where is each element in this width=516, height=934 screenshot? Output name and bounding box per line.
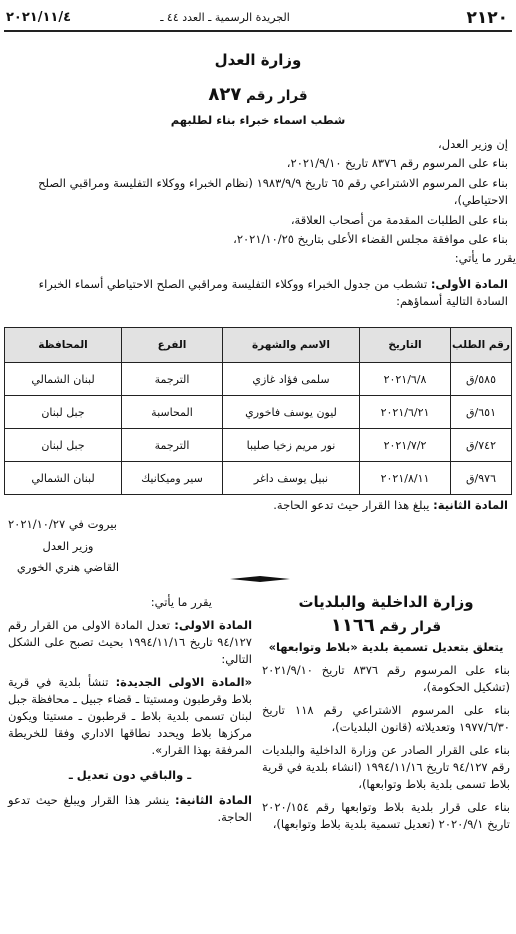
page-number: ٢١٢٠ <box>466 8 508 28</box>
article-1-text: تشطب من جدول الخبراء ووكلاء التفليسة ومراقبي الصلح الاحتياطي أسماء الخبراء السادة التالية أسماؤهم: <box>38 277 508 308</box>
table-cell: الترجمة <box>122 363 223 396</box>
preamble-line: بناء على المرسوم الاشتراعي رقم ١١٨ تاريخ ١٩٧٧/٦/٣٠ وتعديلاته (قانون البلديات)، <box>262 703 510 734</box>
issue-date: ٢٠٢١/١١/٤ <box>6 10 72 25</box>
article-2-label: المادة الثانية: <box>175 793 252 807</box>
new-article-label: «المادة الاولى الجديدة: <box>115 675 253 689</box>
article-2-text: ينشر هذا القرار ويبلغ حيث تدعو الحاجة. <box>8 793 252 824</box>
section-divider <box>230 576 290 582</box>
preamble-line: بناء على المرسوم الاشتراعي رقم ٦٥ تاريخ ١٩٨٣/٩/٩ (نظام الخبراء ووكلاء التفليسة ومراقبي الصلح الاحتياطي)، <box>38 176 508 207</box>
experts-table <box>4 327 512 495</box>
new-article-text: تنشأ بلدية في قرية بلاط وقرطبون ومستيتا ـ قضاء جبيل ـ محافظة جبل لبنان تسمى بلدية بلاط ـ قرطبون ـ مستيتا ويكون مركزها بلاط ويحدد نطاقها الاداري وفقا للخريطة المرفقة بهذا القرار». <box>8 675 252 757</box>
column-header: المحافظة <box>5 328 122 363</box>
table-cell: ٧٤٢/ق <box>451 429 512 462</box>
table-cell: ٢٠٢١/٦/٢١ <box>360 396 451 429</box>
column-header: الفرع <box>122 328 223 363</box>
article-1 <box>8 617 252 668</box>
table-row <box>5 396 512 429</box>
decision-number <box>8 86 508 105</box>
preamble-line: بناء على موافقة مجلس القضاء الأعلى بتاريخ ٢٠٢١/١٠/٢٥، <box>233 232 508 246</box>
ministry-title: وزارة الداخلية والبلديات <box>298 593 474 611</box>
table-cell: لبنان الشمالي <box>5 363 122 396</box>
decision-subject: شطب اسماء خبراء بناء لطلبهم <box>170 113 346 127</box>
decision-number-value: ١١٦٦ <box>330 615 375 636</box>
decision2-column <box>262 594 510 833</box>
place-date: بيروت في ٢٠٢١/١٠/٢٧ <box>8 517 117 531</box>
table-cell: ليون يوسف فاخوري <box>223 396 360 429</box>
preamble-line: بناء على القرار الصادر عن وزارة الداخلية والبلديات رقم ٩٤/١٢٧ تاريخ ١٩٩٤/١١/١٦ (انشاء بلدية في قرية بلاط تسمى بلدية بلاط وتوابعها)، <box>262 743 510 791</box>
table-cell: جبل لبنان <box>5 429 122 462</box>
table-row <box>5 363 512 396</box>
article-1 <box>8 276 508 310</box>
table-cell: ٦٥١/ق <box>451 396 512 429</box>
table-cell: ٥٨٥/ق <box>451 363 512 396</box>
decision2-continued-column <box>8 594 252 826</box>
table-cell: نبيل يوسف داغر <box>223 462 360 495</box>
decides-line: يقرر ما يأتي: <box>454 251 516 265</box>
signer-title: وزير العدل <box>42 539 94 553</box>
table-cell: ٢٠٢١/٧/٢ <box>360 429 451 462</box>
decision-number-value: ٨٢٧ <box>208 84 242 105</box>
table-cell: سير وميكانيك <box>122 462 223 495</box>
preamble-line: بناء على المرسوم رقم ٨٣٧٦ تاريخ ٢٠٢١/٩/١٠ (تشكيل الحكومة)، <box>262 663 510 694</box>
table-cell: الترجمة <box>122 429 223 462</box>
article-2 <box>8 792 252 826</box>
table-cell: ٢٠٢١/٨/١١ <box>360 462 451 495</box>
article-2 <box>8 497 508 514</box>
article-1-label: المادة الأولى: <box>430 277 508 291</box>
table-cell: لبنان الشمالي <box>5 462 122 495</box>
column-header: الاسم والشهرة <box>223 328 360 363</box>
article-2-text: يبلغ هذا القرار حيث تدعو الحاجة. <box>273 498 430 512</box>
table-cell: ٩٧٦/ق <box>451 462 512 495</box>
decision-number-prefix: قرار رقم <box>379 619 442 635</box>
table-cell: ٢٠٢١/٦/٨ <box>360 363 451 396</box>
decision-number-prefix: قرار رقم <box>246 88 308 104</box>
page-header <box>6 8 510 30</box>
header-rule <box>4 30 512 32</box>
table-row <box>5 462 512 495</box>
table-cell: جبل لبنان <box>5 396 122 429</box>
decides-line: يقرر ما يأتي: <box>150 595 212 609</box>
table-header-row <box>5 328 512 363</box>
table-cell: المحاسبة <box>122 396 223 429</box>
signer-name: القاضي هنري الخوري <box>16 560 120 574</box>
article-1-text: تعدل المادة الاولى من القرار رقم ٩٤/١٢٧ تاريخ ١٩٩٤/١١/١٦ بحيث تصبح على الشكل التالي: <box>8 618 252 666</box>
ministry-title: وزارة العدل <box>214 51 302 69</box>
column-header: التاريخ <box>360 328 451 363</box>
table-cell: سلمى فؤاد غازي <box>223 363 360 396</box>
preamble-line: بناء على المرسوم رقم ٨٣٧٦ تاريخ ٢٠٢١/٩/١٠، <box>286 156 508 170</box>
decision-number <box>262 617 510 636</box>
preamble-line: إن وزير العدل، <box>438 137 508 151</box>
gazette-issue: الجريدة الرسمية ـ العدد ٤٤ ـ <box>160 11 290 24</box>
article-1-label: المادة الاولى: <box>174 618 253 632</box>
column-header: رقم الطلب <box>451 328 512 363</box>
table-row <box>5 429 512 462</box>
preamble-line: بناء على الطلبات المقدمة من أصحاب العلاقة، <box>290 213 508 227</box>
table-cell: نور مريم زخيا صليبا <box>223 429 360 462</box>
article-2-label: المادة الثانية: <box>433 498 508 512</box>
new-article-1 <box>8 674 252 759</box>
rest-unchanged: ـ والباقي دون تعديل ـ <box>68 768 192 782</box>
decision-subject: يتعلق بتعديل تسمية بلدية «بلاط وتوابعها» <box>268 640 504 654</box>
preamble-line: بناء على قرار بلدية بلاط وتوابعها رقم ٢٠٢٠/١٥٤ تاريخ ٢٠٢٠/٩/١ (تعديل تسمية بلدية بلاط وتوابعها)، <box>262 800 510 831</box>
